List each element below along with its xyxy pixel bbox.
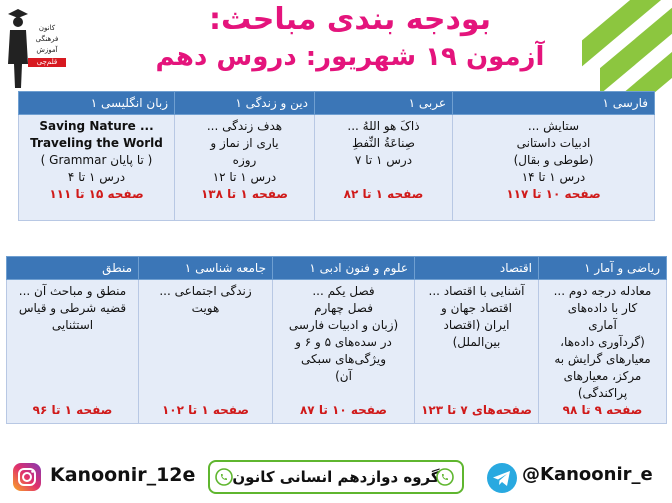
cell-line: یاری از نماز و	[210, 136, 279, 150]
column-header: زبان انگلیسی ۱	[19, 92, 175, 115]
cell-line: درس ۱ تا ۷	[354, 153, 413, 167]
cell-line: روزه	[232, 153, 257, 167]
cell-line: (طوطی و بقال)	[513, 153, 594, 167]
cell-line: معیارهای گرایش به	[554, 352, 651, 366]
cell-line: ستایش ...	[527, 119, 580, 133]
budget-table-1	[18, 91, 655, 221]
cell-line: ایران (اقتصاد	[443, 318, 510, 332]
page-range: صفحه ۱ تا ۱۳۸	[200, 187, 289, 201]
cell-line: آماری	[588, 318, 617, 332]
cell-line: مرکز، معیارهای	[563, 369, 642, 383]
column-header: جامعه شناسی ۱	[139, 257, 273, 280]
telegram-handle[interactable]: @Kanoonir_e	[522, 464, 653, 485]
cell-line: فصل یکم ...	[312, 284, 375, 298]
page-range: صفحه ۱۵ تا ۱۱۱	[49, 187, 144, 201]
cell-line: پراکندگی)	[577, 386, 628, 400]
page-range: صفحه ۱۰ تا ۱۱۷	[506, 187, 601, 201]
cell-line: کار با داده‌های	[567, 301, 638, 315]
cell-line: زندگی اجتماعی ...	[159, 284, 252, 298]
cell-line: در سده‌های ۵ و ۶ و	[295, 335, 392, 349]
whatsapp-icon	[436, 468, 454, 486]
footer	[0, 454, 672, 503]
instagram-handle[interactable]: Kanoonir_12e	[50, 464, 196, 486]
cell-line: (گردآوری داده‌ها،	[560, 335, 645, 349]
page-range: صفحه ۱ تا ۹۶	[32, 403, 113, 417]
cell-line: فصل چهارم	[314, 301, 373, 315]
cell-line: Traveling the World	[30, 136, 163, 150]
table-cell	[315, 115, 453, 221]
whatsapp-icon	[215, 468, 233, 486]
page-subtitle: آزمون ۱۹ شهریور: دروس دهم	[155, 42, 545, 72]
column-header: اقتصاد	[415, 257, 539, 280]
telegram-icon[interactable]	[486, 462, 518, 494]
budget-table-2	[6, 256, 667, 424]
logo-text: کانون	[38, 24, 56, 32]
instagram-icon[interactable]	[12, 462, 42, 492]
cell-line: آن)	[335, 369, 352, 383]
cell-line: صِناعَةُ النِّفطِ	[352, 136, 415, 150]
cell-line: ویژگی‌های سبکی	[301, 352, 386, 366]
page-range: صفحه ۱ تا ۱۰۲	[161, 403, 250, 417]
logo-text: فرهنگی	[35, 35, 59, 43]
page-range: صفحه ۱۰ تا ۸۷	[299, 403, 388, 417]
column-header: دین و زندگی ۱	[175, 92, 315, 115]
page-title: بودجه بندی مباحث:	[209, 2, 491, 37]
cell-line: درس ۱ تا ۴	[67, 170, 126, 184]
column-header: فارسی ۱	[453, 92, 655, 115]
cell-line: Saving Nature ...	[39, 119, 154, 133]
column-header: ریاضی و آمار ۱	[539, 257, 667, 280]
table-cell	[273, 280, 415, 424]
kanoon-logo	[6, 4, 66, 90]
table-cell	[175, 115, 315, 221]
graduate-figure-icon	[6, 4, 30, 90]
cell-line: هدف زندگی ...	[206, 119, 283, 133]
cell-line: هویت	[191, 301, 220, 315]
cell-line: اقتصاد جهان و	[441, 301, 512, 315]
page-range: صفحه ۱ تا ۸۲	[343, 187, 424, 201]
table-cell	[453, 115, 655, 221]
cell-line: منطق و مباحث آن ...	[18, 284, 127, 298]
cell-line: درس ۱ تا ۱۲	[212, 170, 277, 184]
cell-line: ادبیات داستانی	[516, 136, 591, 150]
column-header: علوم و فنون ادبی ۱	[273, 257, 415, 280]
page-range: صفحه ۹ تا ۹۸	[562, 403, 643, 417]
page-range: صفحه‌های ۷ تا ۱۲۳	[421, 403, 532, 417]
column-header: عربی ۱	[315, 92, 453, 115]
cell-line: (زبان و ادبیات فارسی	[288, 318, 399, 332]
cell-line: بین‌الملل)	[452, 335, 501, 349]
cell-line: ( تا پایان Grammar )	[40, 153, 153, 167]
cell-line: آشنایی با اقتصاد ...	[428, 284, 525, 298]
cell-line: درس ۱ تا ۱۴	[521, 170, 586, 184]
column-header: منطق	[7, 257, 139, 280]
cell-line: معادله درجه دوم ...	[553, 284, 652, 298]
cell-line: ذاکَ هو اللهُ ...	[347, 119, 420, 133]
table-cell	[539, 280, 667, 424]
table-cell	[415, 280, 539, 424]
cell-line: قضیه شرطی و قیاس	[18, 301, 127, 315]
table-cell	[7, 280, 139, 424]
table-cell	[139, 280, 273, 424]
group-label: گروه دوازدهم انسانی کانون	[208, 460, 464, 494]
table-cell	[19, 115, 175, 221]
logo-text: قلم‌چی	[28, 58, 66, 67]
cell-line: استثنایی	[51, 318, 94, 332]
logo-text: آموزش	[36, 46, 58, 54]
